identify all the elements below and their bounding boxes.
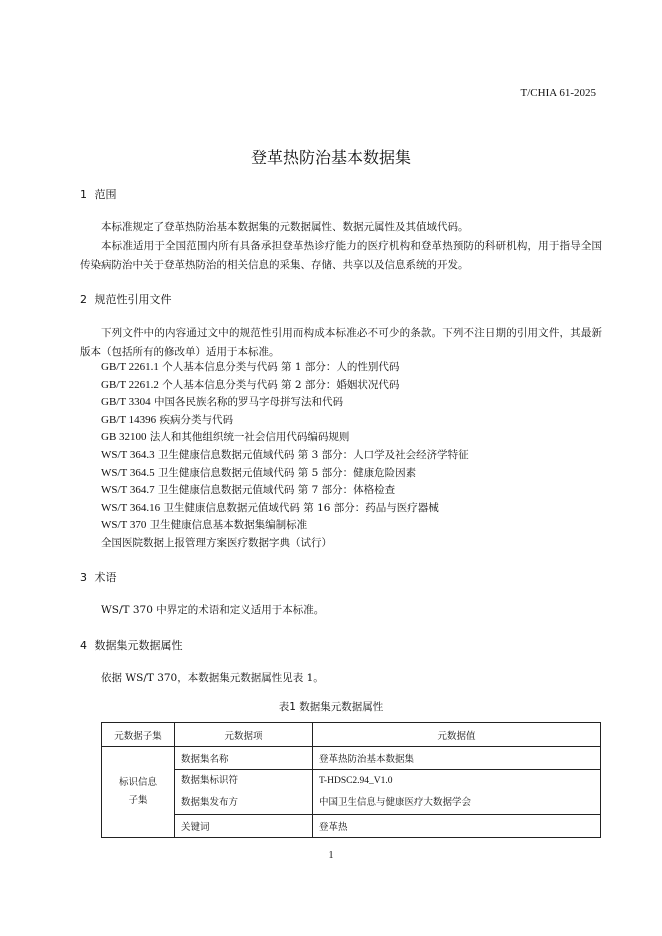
reference-item [101, 500, 469, 518]
section-title: 规范性引用文件 [94, 293, 172, 306]
paragraph: WS/T 370 中界定的术语和定义适用于本标准。 [101, 604, 325, 616]
reference-code: GB/T 3304 [101, 396, 151, 409]
table-header-cell: 元数据子集 [102, 723, 175, 747]
reference-code: GB/T 2261.2 [101, 378, 159, 391]
item-cell: 数据集名称 [175, 747, 313, 770]
section-3-heading [80, 569, 117, 585]
section-4-body [80, 669, 602, 688]
paragraph: 依据 WS/T 370，本数据集元数据属性见表 1。 [101, 672, 324, 684]
item-cell: 关键词 [175, 815, 313, 838]
section-number: 4 [80, 639, 87, 652]
metadata-table [101, 722, 601, 838]
reference-title: 个人基本信息分类与代码 第 2 部分：婚姻状况代码 [162, 378, 400, 391]
item-text: 数据集发布方 [181, 797, 239, 808]
section-2-heading [80, 291, 172, 307]
section-number: 1 [80, 188, 87, 201]
reference-code: WS/T 364.16 [101, 501, 161, 514]
paragraph: 下列文件中的内容通过文中的规范性引用而构成本标准必不可少的条款。下列不注日期的引用文件，其最新版本（包括所有的修改单）适用于本标准。 [80, 327, 602, 358]
reference-item [101, 394, 469, 412]
table-row [102, 747, 601, 770]
reference-title: 法人和其他组织统一社会信用代码编码规则 [149, 431, 350, 444]
reference-title: 卫生健康信息基本数据集编制标准 [149, 519, 308, 532]
page-number: 1 [328, 850, 334, 861]
table-header-row [102, 723, 601, 747]
section-1-body [80, 218, 602, 275]
reference-title: 个人基本信息分类与代码 第 1 部分：人的性别代码 [162, 361, 400, 373]
reference-item [101, 465, 469, 483]
reference-title: 卫生健康信息数据元值域代码 第 5 部分：健康危险因素 [157, 466, 417, 479]
paragraph: 本标准规定了登革热防治基本数据集的元数据属性、数据元属性及其值域代码。 [101, 221, 469, 233]
section-number: 3 [80, 571, 87, 584]
reference-item [101, 429, 469, 447]
reference-item [101, 447, 469, 465]
section-3-body [80, 601, 602, 620]
reference-item [101, 377, 469, 395]
table-row [102, 815, 601, 838]
reference-code: WS/T 364.5 [101, 466, 155, 479]
reference-title: 卫生健康信息数据元值域代码 第 16 部分：药品与医疗器械 [163, 501, 439, 514]
value-text: 中国卫生信息与健康医疗大数据学会 [319, 797, 472, 808]
reference-title: 全国医院数据上报管理方案医疗数据字典（试行） [101, 536, 332, 549]
paragraph: 本标准适用于全国范围内所有具备承担登革热诊疗能力的医疗机构和登革热预防的科研机构，用于指导全国传染病防治中关于登革热防治的相关信息的采集、存储、共享以及信息系统的开发。 [80, 240, 602, 271]
reference-title: 卫生健康信息数据元值域代码 第 3 部分：人口学及社会经济学特征 [157, 448, 469, 461]
reference-item [101, 359, 469, 377]
section-4-heading [80, 637, 183, 653]
standard-number: T/CHIA 61-2025 [520, 87, 596, 99]
table-header-cell: 元数据值 [313, 723, 601, 747]
table-header-cell: 元数据项 [175, 723, 313, 747]
section-title: 术语 [94, 571, 117, 584]
reference-item [101, 517, 469, 535]
value-cell: 登革热 [313, 815, 601, 838]
group-cell: 标识信息子集 [102, 747, 175, 838]
reference-title: 卫生健康信息数据元值域代码 第 7 部分：体格检查 [157, 484, 396, 497]
table-row [102, 770, 601, 815]
reference-item [101, 482, 469, 500]
section-1-heading [80, 186, 117, 202]
reference-item [101, 535, 469, 553]
reference-title: 中国各民族名称的罗马字母拼写法和代码 [153, 396, 343, 409]
section-title: 数据集元数据属性 [94, 639, 183, 652]
reference-code: WS/T 364.3 [101, 448, 155, 461]
section-2-body [80, 324, 602, 362]
reference-title: 疾病分类与代码 [159, 413, 233, 426]
reference-item [101, 412, 469, 430]
reference-code: GB/T 2261.1 [101, 361, 159, 373]
item-cell [175, 770, 313, 815]
reference-code: GB/T 14396 [101, 413, 157, 426]
section-number: 2 [80, 293, 87, 306]
document-title: 登革热防治基本数据集 [250, 148, 411, 167]
reference-list [101, 359, 469, 553]
value-cell: 登革热防治基本数据集 [313, 747, 601, 770]
reference-code: WS/T 364.7 [101, 484, 155, 497]
reference-code: GB 32100 [101, 431, 147, 444]
table-caption: 表1 数据集元数据属性 [278, 701, 384, 713]
value-cell [313, 770, 601, 815]
section-title: 范围 [94, 188, 117, 201]
item-text: 数据集标识符 [181, 775, 239, 786]
reference-code: WS/T 370 [101, 519, 147, 532]
value-text: T-HDSC2.94_V1.0 [319, 776, 393, 786]
